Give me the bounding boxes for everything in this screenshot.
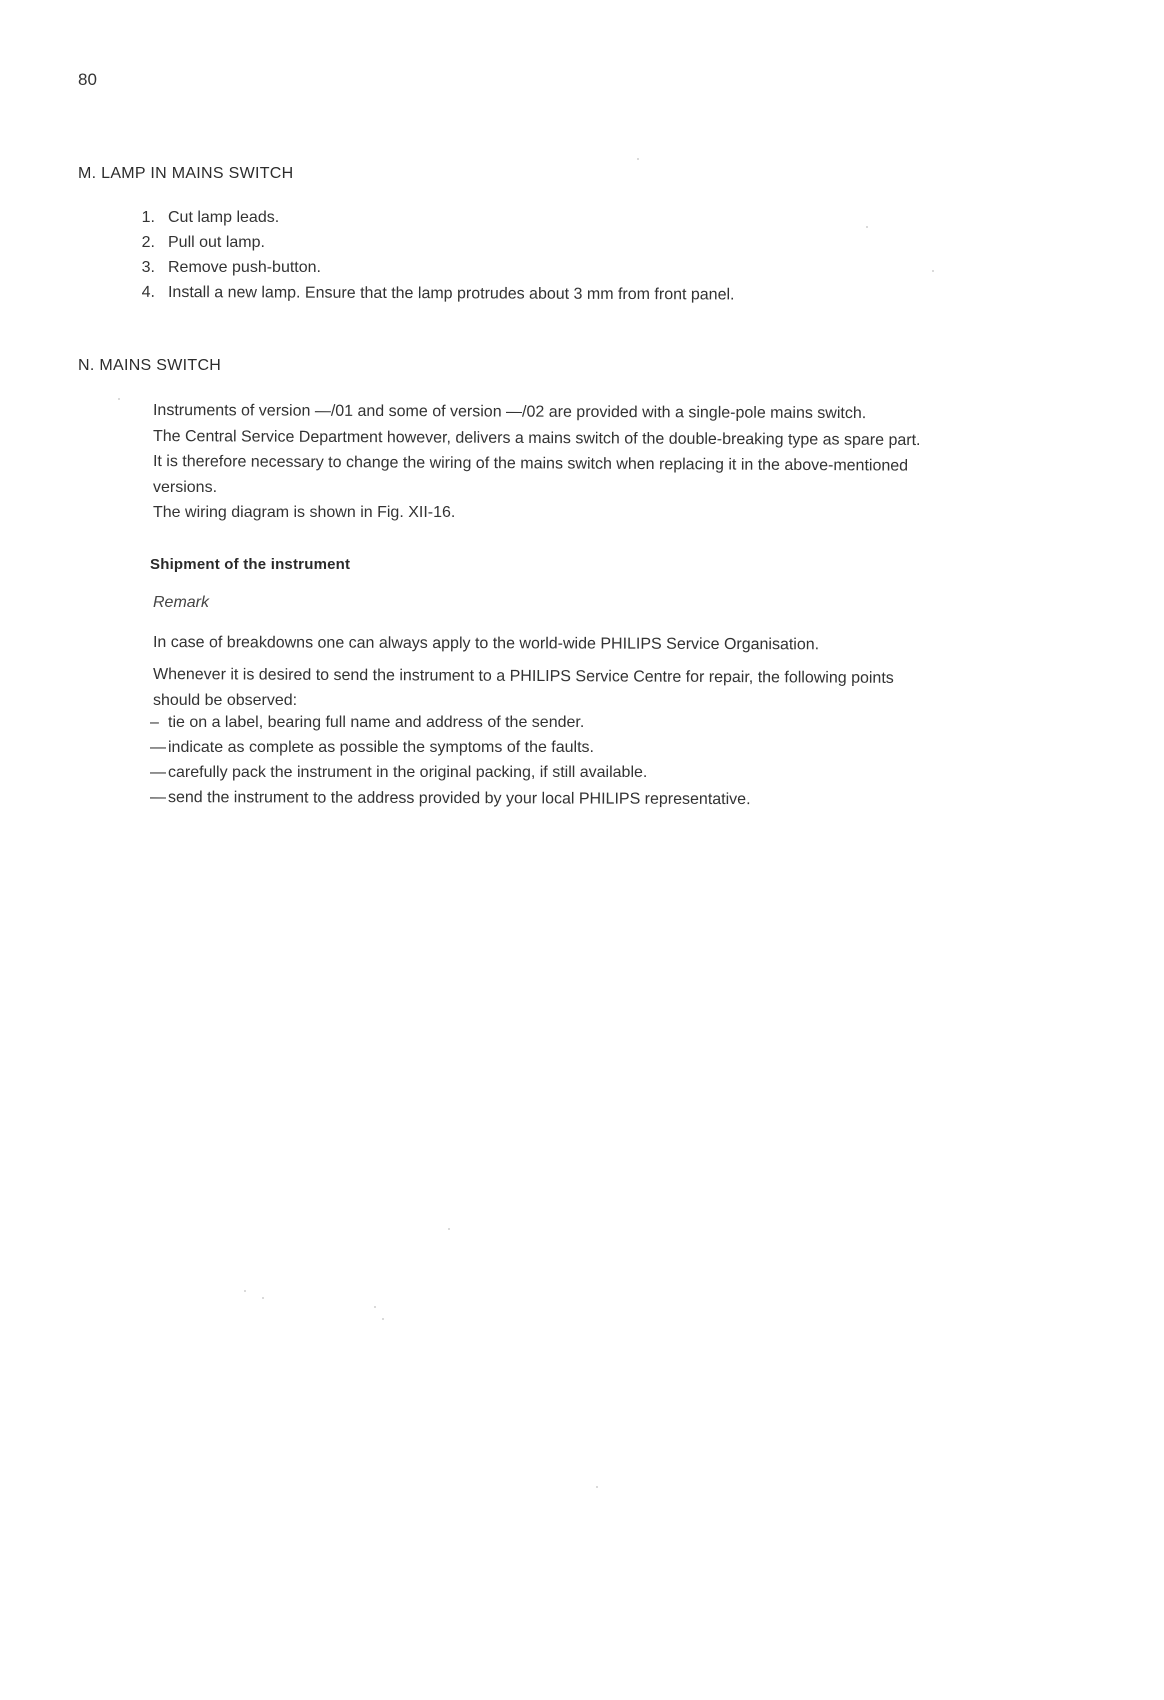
scan-speck <box>118 398 120 400</box>
scan-speck <box>596 1486 598 1488</box>
page-number: 80 <box>78 70 97 89</box>
scan-speck <box>866 226 868 228</box>
step-number: 4. <box>141 283 156 301</box>
list-item <box>150 735 751 760</box>
scan-speck <box>637 158 639 160</box>
list-item <box>150 710 751 735</box>
dash-bullet: — <box>150 764 166 781</box>
list-item <box>141 230 735 255</box>
breakdown-paragraph: In case of breakdowns one can always apply to the world-wide PHILIPS Service Organisation. <box>152 634 820 654</box>
paragraph-line: should be observed: <box>153 691 298 709</box>
list-item <box>150 785 751 812</box>
dash-bullet: – <box>150 714 159 731</box>
step-number: 3. <box>141 259 155 276</box>
paragraph-line: versions. <box>153 478 218 496</box>
step-text: Cut lamp leads. <box>168 209 280 226</box>
step-text: Pull out lamp. <box>168 234 265 251</box>
list-item <box>141 255 735 280</box>
whenever-paragraph <box>153 662 1053 713</box>
paragraph-line: The wiring diagram is shown in Fig. XII-16. <box>153 504 456 521</box>
section-m-heading: M. LAMP IN MAINS SWITCH <box>78 165 294 182</box>
step-number: 1. <box>141 209 155 226</box>
step-text: Remove push-button. <box>168 259 321 276</box>
step-number: 2. <box>141 234 155 251</box>
paragraph-line: Whenever it is desired to send the instrument to a PHILIPS Service Centre for repair, the following points <box>152 666 894 687</box>
list-item <box>141 205 735 230</box>
dash-bullet: — <box>149 789 167 807</box>
mains-switch-paragraph <box>153 398 1053 526</box>
shipment-heading: Shipment of the instrument <box>150 556 351 573</box>
point-text: tie on a label, bearing full name and address of the sender. <box>168 714 585 731</box>
dash-bullet: — <box>150 739 166 756</box>
lamp-replacement-steps <box>141 205 735 305</box>
scan-speck <box>448 1228 450 1230</box>
paragraph-line: The Central Service Department however, delivers a mains switch of the double-breaking type as spare part. <box>152 427 921 449</box>
scan-speck <box>262 1297 264 1299</box>
paragraph-line: Instruments of version —/01 and some of version —/02 are provided with a single-pole mains switch. <box>152 402 867 423</box>
list-item <box>141 280 735 307</box>
remark-label: Remark <box>153 594 210 611</box>
shipment-points <box>150 710 751 810</box>
list-item <box>150 760 751 785</box>
paragraph-line: It is therefore necessary to change the wiring of the mains switch when replacing it in the above-mentioned <box>152 453 909 475</box>
scan-speck <box>382 1318 384 1320</box>
scan-speck <box>374 1306 376 1308</box>
scan-speck <box>932 270 934 272</box>
step-text: Install a new lamp. Ensure that the lamp protrudes about 3 mm from front panel. <box>167 284 735 304</box>
point-text: send the instrument to the address provided by your local PHILIPS representative. <box>167 789 751 809</box>
point-text: indicate as complete as possible the symptoms of the faults. <box>168 739 594 756</box>
scan-speck <box>244 1290 246 1292</box>
section-n-heading: N. MAINS SWITCH <box>78 357 222 374</box>
point-text: carefully pack the instrument in the original packing, if still available. <box>168 764 648 781</box>
